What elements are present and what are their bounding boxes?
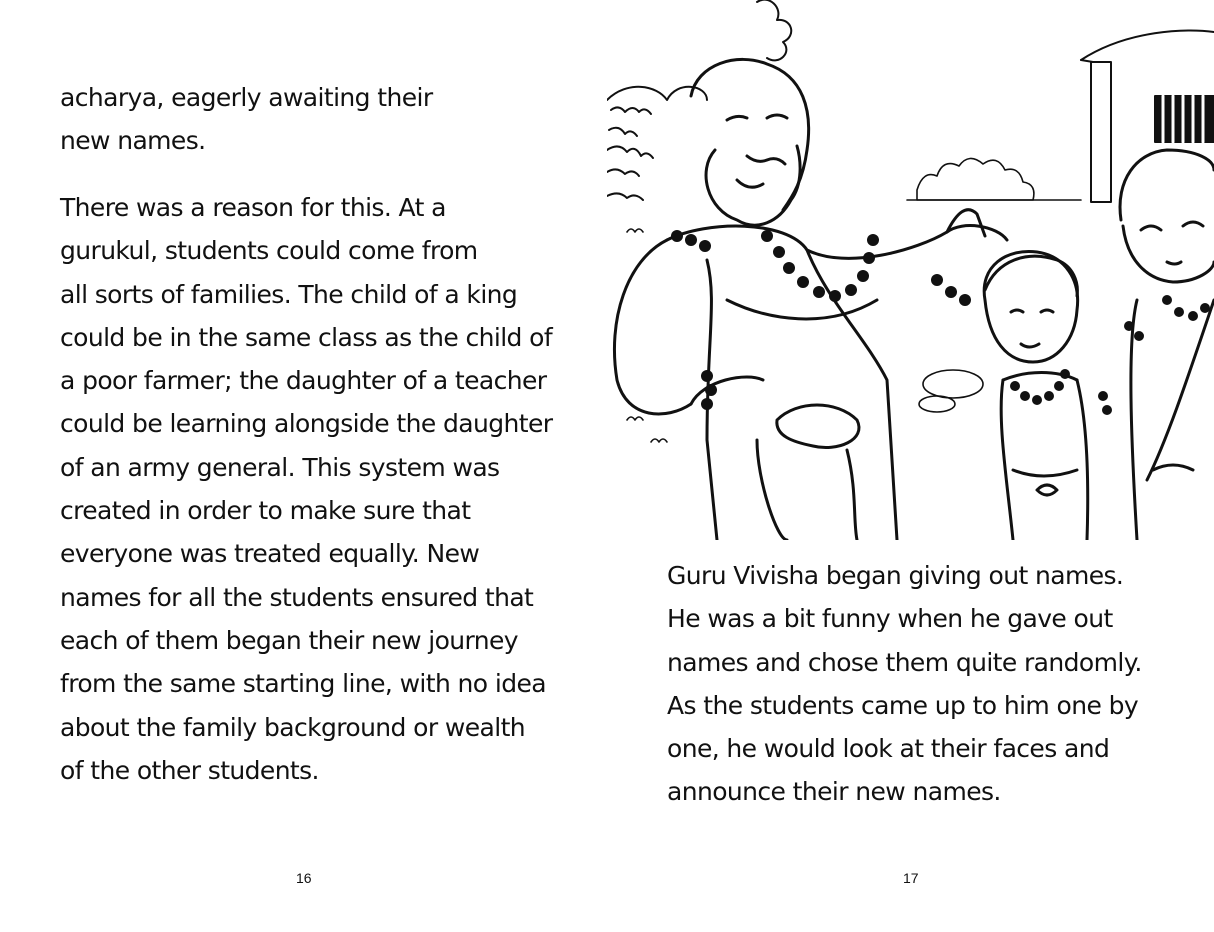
text-line: He was a bit funny when he gave out: [667, 604, 1113, 634]
text-line: everyone was treated equally. New: [60, 539, 480, 569]
text-line: gurukul, students could come from: [60, 236, 478, 266]
text-line: Guru Vivisha began giving out names.: [667, 561, 1124, 590]
student-figure: [1120, 150, 1214, 540]
text-line: There was a reason for this. At a: [60, 193, 446, 222]
guru-figure: [614, 59, 1007, 540]
text-line: announce their new names.: [667, 777, 1001, 807]
text-line: each of them began their new journey: [60, 625, 519, 655]
text-line: could be learning alongside the daughter: [60, 409, 553, 439]
text-line: acharya, eagerly awaiting their: [60, 83, 433, 112]
text-line: from the same starting line, with no idea: [60, 669, 546, 699]
text-line: one, he would look at their faces and: [667, 734, 1110, 764]
text-line: all sorts of families. The child of a king: [60, 279, 518, 309]
text-line: of the other students.: [60, 755, 319, 785]
boy-beads: [1010, 369, 1112, 415]
text-line: names for all the students ensured that: [60, 582, 534, 612]
text-line: of an army general. This system was: [60, 452, 500, 482]
paragraph-intro: [60, 76, 433, 163]
guru-and-students-illustration: [607, 0, 1214, 540]
page-number: 16: [296, 870, 312, 886]
text-line: names and chose them quite randomly.: [667, 647, 1142, 677]
text-line: could be in the same class as the child of: [60, 322, 553, 352]
page-number: 17: [903, 870, 919, 886]
text-line: about the family background or wealth: [60, 712, 526, 742]
text-line: a poor farmer; the daughter of a teacher: [60, 366, 547, 396]
text-line: new names.: [60, 126, 206, 156]
paragraph-gurukul: [60, 186, 552, 792]
hut: [1081, 30, 1214, 202]
text-line: created in order to make sure that: [60, 496, 471, 526]
paragraph-guru-names: [667, 554, 1142, 814]
tree-foliage: [607, 0, 791, 200]
text-line: As the students came up to him one by: [667, 690, 1139, 720]
right-page: [607, 0, 1214, 932]
